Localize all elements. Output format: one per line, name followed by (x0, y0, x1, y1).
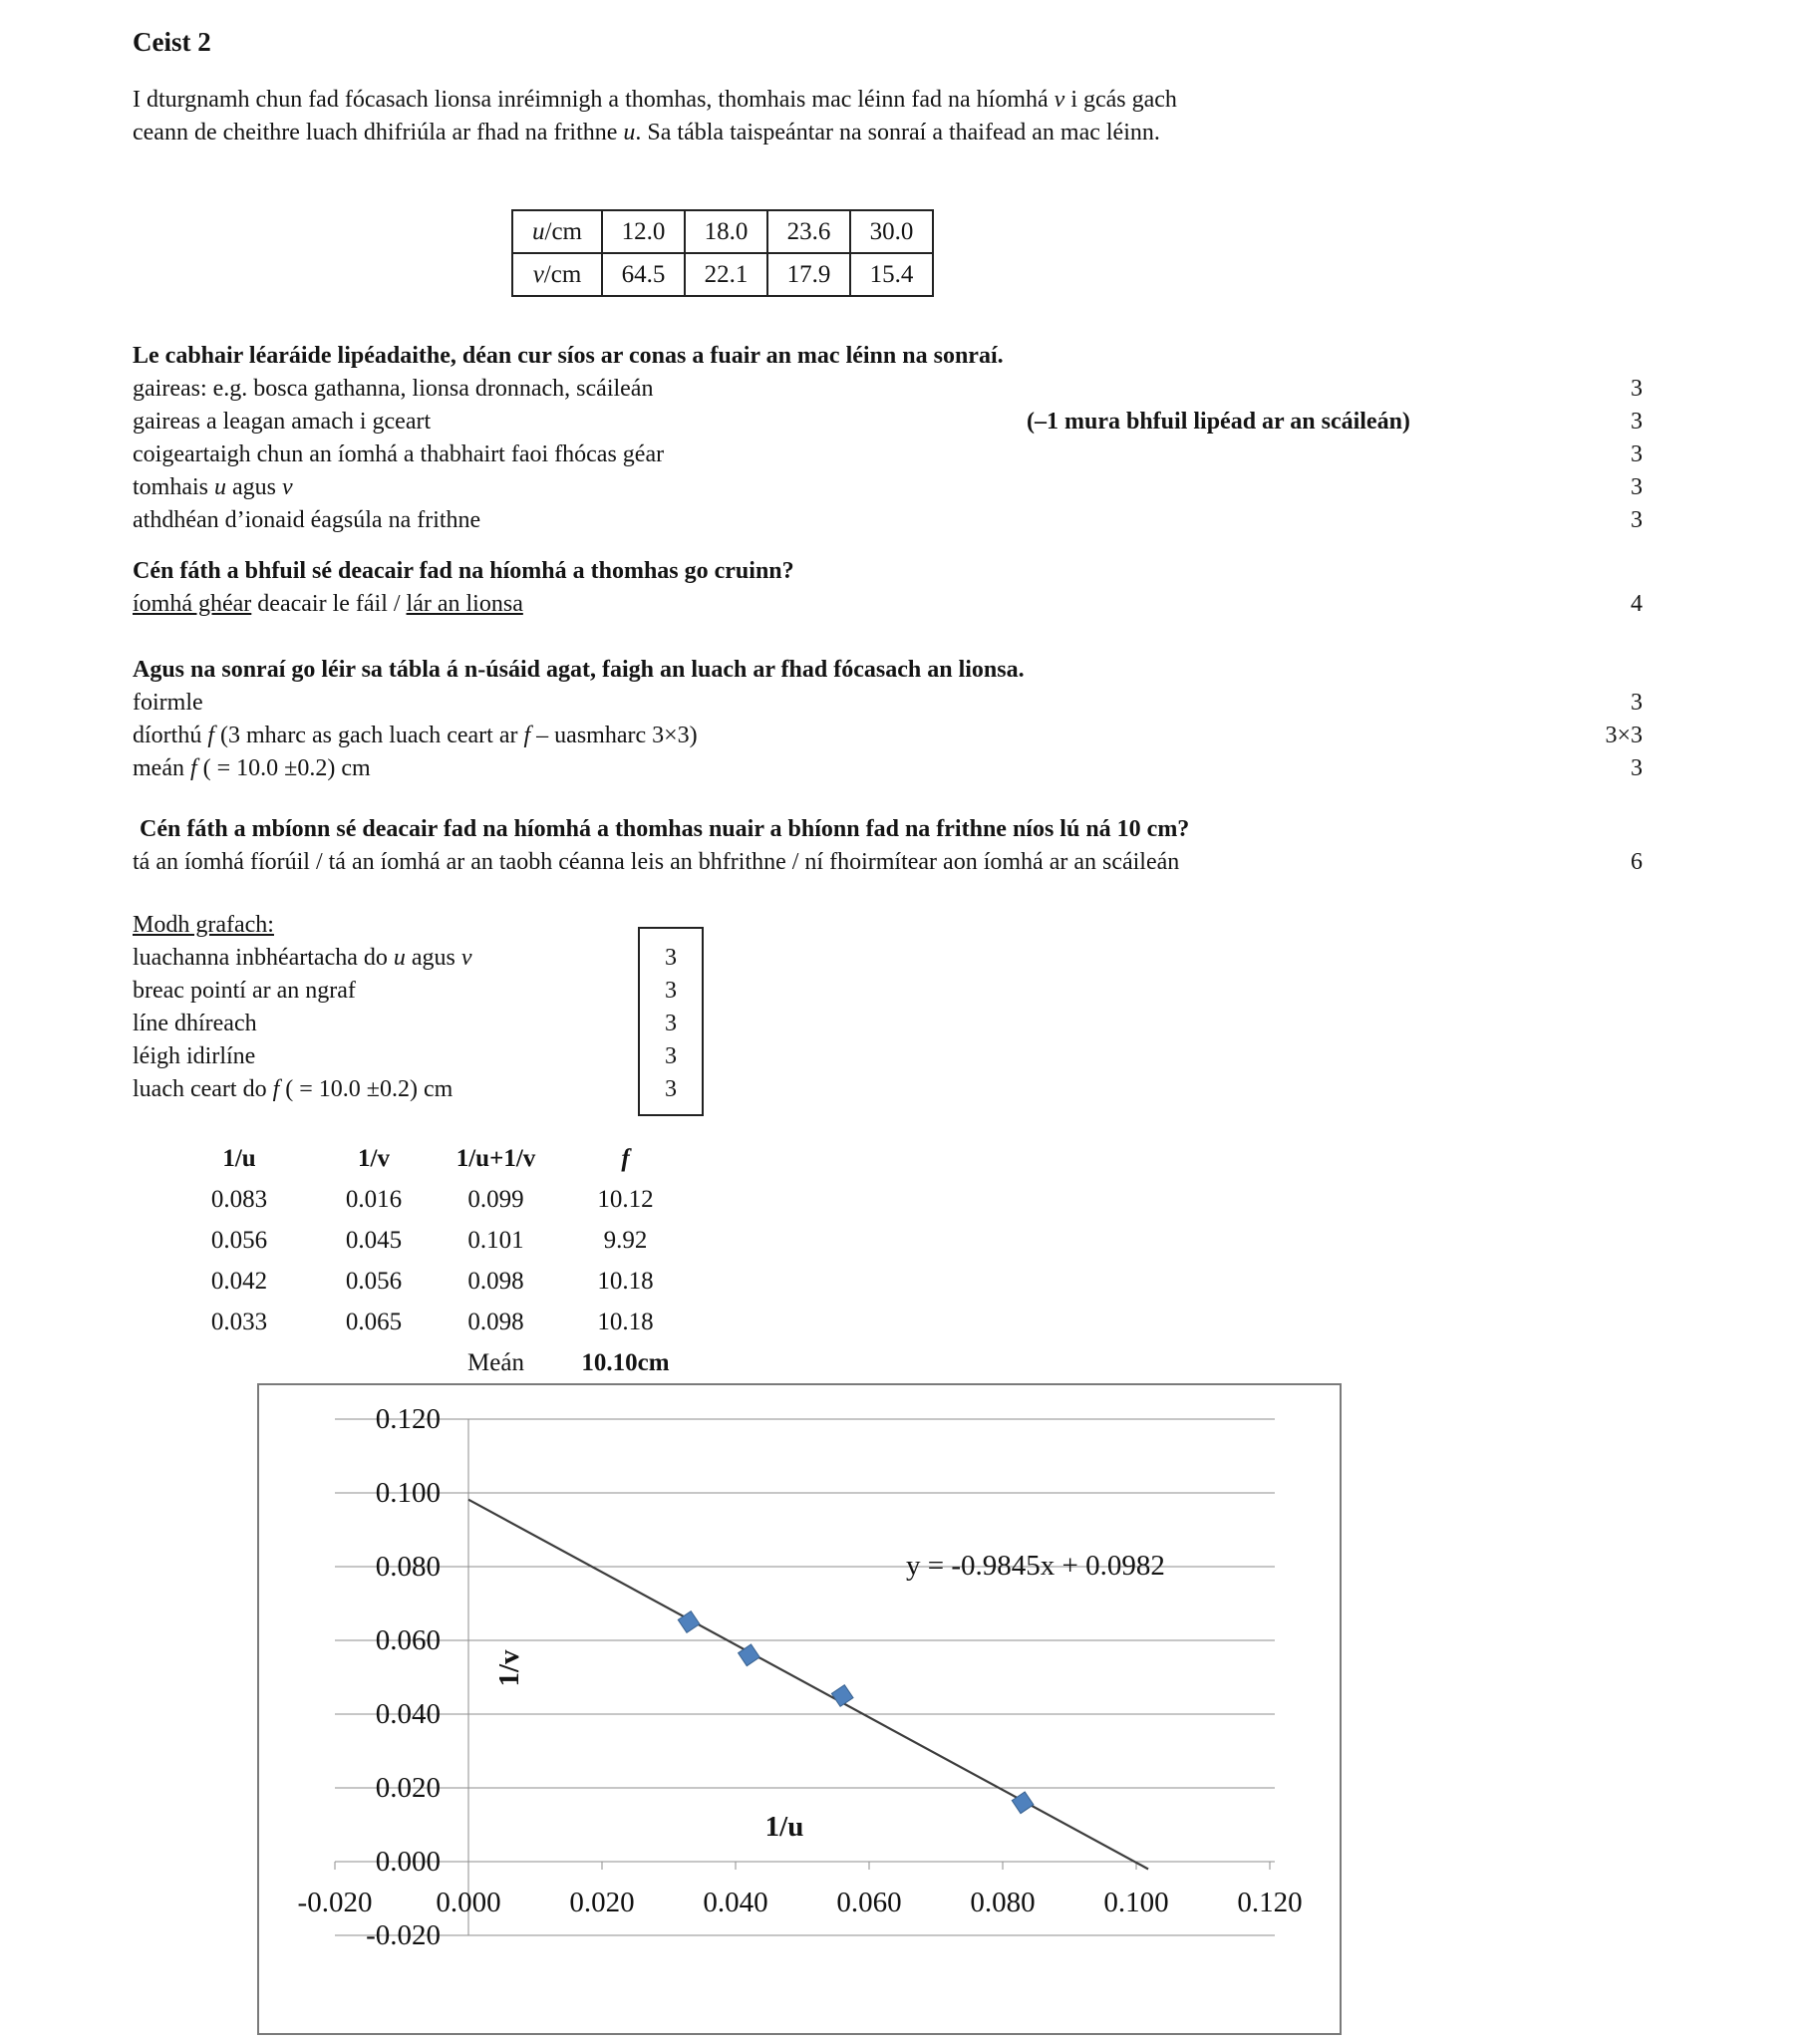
marking-point: díorthú f (3 mharc as gach luach ceart ar f – uasmharc 3×3) (133, 723, 698, 748)
penalty-note: (–1 mura bhfuil lipéad ar an scáileán) (1027, 409, 1410, 435)
mark-value: 3 (665, 1043, 677, 1069)
x-tick-label: 0.000 (436, 1887, 501, 1918)
mark-value: 3 (1631, 690, 1643, 716)
answer-line: tá an íomhá fíorúil / tá an íomhá ar an taobh céanna leis an bhfrithne / ní fhoirmítear aon íomhá ar an scáileán (133, 849, 1180, 875)
marking-point: meán f ( = 10.0 ±0.2) cm (133, 755, 371, 781)
y-tick-label: -0.020 (366, 1919, 441, 1951)
calc-value: 0.056 (345, 1268, 403, 1295)
calc-value: 0.101 (467, 1227, 524, 1254)
calc-value: 9.92 (603, 1227, 648, 1254)
y-tick-label: 0.120 (375, 1403, 441, 1435)
calc-value: 0.016 (345, 1186, 403, 1213)
calc-empty (314, 1342, 434, 1383)
marks-column-c (1435, 687, 1643, 785)
calc-value: 10.18 (597, 1268, 654, 1295)
measurement-table (511, 209, 934, 297)
marking-point: luach ceart do f ( = 10.0 ±0.2) cm (133, 1076, 453, 1102)
calc-footer-value: 10.10cm (581, 1349, 670, 1376)
mark-value: 3 (665, 945, 677, 971)
marking-point: gaireas: e.g. bosca gathanna, lionsa dronnach, scáileán (133, 376, 654, 402)
calc-header: f (621, 1145, 630, 1172)
marking-point: athdhéan d’ionaid éagsúla na frithne (133, 507, 481, 533)
calc-value: 0.056 (210, 1227, 268, 1254)
x-axis-title: 1/u (764, 1811, 804, 1843)
calc-value: 10.12 (597, 1186, 654, 1213)
y-tick-label: 0.060 (375, 1624, 441, 1656)
calc-value: 0.065 (345, 1309, 403, 1335)
marking-point: coigeartaigh chun an íomhá a thabhairt faoi fhócas géar (133, 441, 665, 467)
marks-column-a (1435, 373, 1643, 537)
mark-value: 3 (1631, 474, 1643, 500)
calc-value: 10.18 (597, 1309, 654, 1335)
mark-value: 6 (1631, 849, 1643, 875)
mark-value: 3 (1631, 376, 1643, 402)
intro-line-1: I dturgnamh chun fad fócasach lionsa inréimnigh a thomhas, thomhais mac léinn fad na híomhá v i gcás gach (133, 87, 1177, 113)
x-tick-label: 0.040 (703, 1887, 768, 1918)
mark-value: 3 (1631, 441, 1643, 467)
intro-paragraph (133, 84, 1428, 149)
mark-value: 3 (1631, 507, 1643, 533)
marks-box (638, 927, 704, 1116)
table-row-u: u/cm 12.0 18.0 23.6 30.0 (512, 210, 933, 253)
calc-header: 1/u+1/v (455, 1145, 536, 1172)
y-tick-label: 0.040 (375, 1698, 441, 1730)
marking-point: gaireas a leagan amach i gceart (133, 409, 432, 435)
y-tick-label: 0.000 (375, 1846, 441, 1878)
y-tick-label: 0.100 (375, 1477, 441, 1509)
trendline-equation: y = -0.9845x + 0.0982 (906, 1550, 1165, 1582)
table-row-v: v/cm 64.5 22.1 17.9 15.4 (512, 253, 933, 296)
x-tick-label: 0.060 (836, 1887, 902, 1918)
mark-value: 4 (1631, 591, 1643, 617)
calc-header: 1/u (222, 1145, 256, 1172)
x-tick-label: 0.100 (1103, 1887, 1169, 1918)
section-heading: Le cabhair léaráide lipéadaithe, déan cur síos ar conas a fuair an mac léinn na sonraí. (133, 343, 1004, 369)
mark-value: 3 (665, 1076, 677, 1102)
section-heading: Agus na sonraí go léir sa tábla á n-úsáid agat, faigh an luach ar fhad fócasach an lionsa. (133, 657, 1025, 683)
calc-value: 0.098 (467, 1309, 524, 1335)
calc-value: 0.099 (467, 1186, 524, 1213)
marking-point: luachanna inbhéartacha do u agus v (133, 945, 472, 971)
scatter-chart (257, 1383, 1342, 2035)
x-tick-label: -0.020 (297, 1887, 373, 1918)
marking-point: breac pointí ar an ngraf (133, 978, 356, 1004)
calc-value: 0.033 (210, 1309, 268, 1335)
graphical-method-section (133, 909, 472, 1106)
mark-value: 3 (1631, 755, 1643, 781)
x-tick-label: 0.080 (970, 1887, 1036, 1918)
calc-footer-label: Meán (467, 1349, 524, 1376)
section-accuracy (133, 555, 794, 621)
mark-value: 3 (665, 978, 677, 1004)
calc-value: 0.045 (345, 1227, 403, 1254)
calculation-table (164, 1138, 693, 1383)
section-focal-length (133, 654, 1025, 785)
mark-value: 3 (665, 1011, 677, 1036)
marking-point: léigh idirlíne (133, 1043, 256, 1069)
calc-value: 0.098 (467, 1268, 524, 1295)
marking-point: líne dhíreach (133, 1011, 257, 1036)
section-short-object-distance (133, 813, 1190, 879)
calc-value: 0.083 (210, 1186, 268, 1213)
y-tick-label: 0.080 (375, 1551, 441, 1583)
marking-point: foirmle (133, 690, 203, 716)
marking-point: tomhais u agus v (133, 474, 293, 500)
section-heading: Cén fáth a bhfuil sé deacair fad na híomhá a thomhas go cruinn? (133, 558, 794, 584)
mark-value: 3×3 (1605, 723, 1643, 748)
calc-header: 1/v (358, 1145, 390, 1172)
calc-empty (164, 1342, 314, 1383)
chart-axis-labels (259, 1385, 1340, 2033)
section-heading: Cén fáth a mbíonn sé deacair fad na híomhá a thomhas nuair a bhíonn fad na frithne níos lú ná 10 cm? (140, 816, 1190, 842)
y-axis-title: 1/v (493, 1649, 525, 1687)
y-tick-label: 0.020 (375, 1772, 441, 1804)
calc-value: 0.042 (210, 1268, 268, 1295)
section-heading: Modh grafach: (133, 912, 274, 938)
question-title: Ceist 2 (133, 27, 211, 57)
section-apparatus (133, 340, 1004, 537)
intro-line-2: ceann de cheithre luach dhifriúla ar fhad na frithne u. Sa tábla taispeántar na sonraí a thaifead an mac léinn. (133, 120, 1160, 146)
x-tick-label: 0.020 (569, 1887, 635, 1918)
mark-value: 3 (1631, 409, 1643, 435)
x-tick-label: 0.120 (1237, 1887, 1303, 1918)
answer-line: íomhá ghéar deacair le fáil / lár an lionsa (133, 591, 523, 617)
